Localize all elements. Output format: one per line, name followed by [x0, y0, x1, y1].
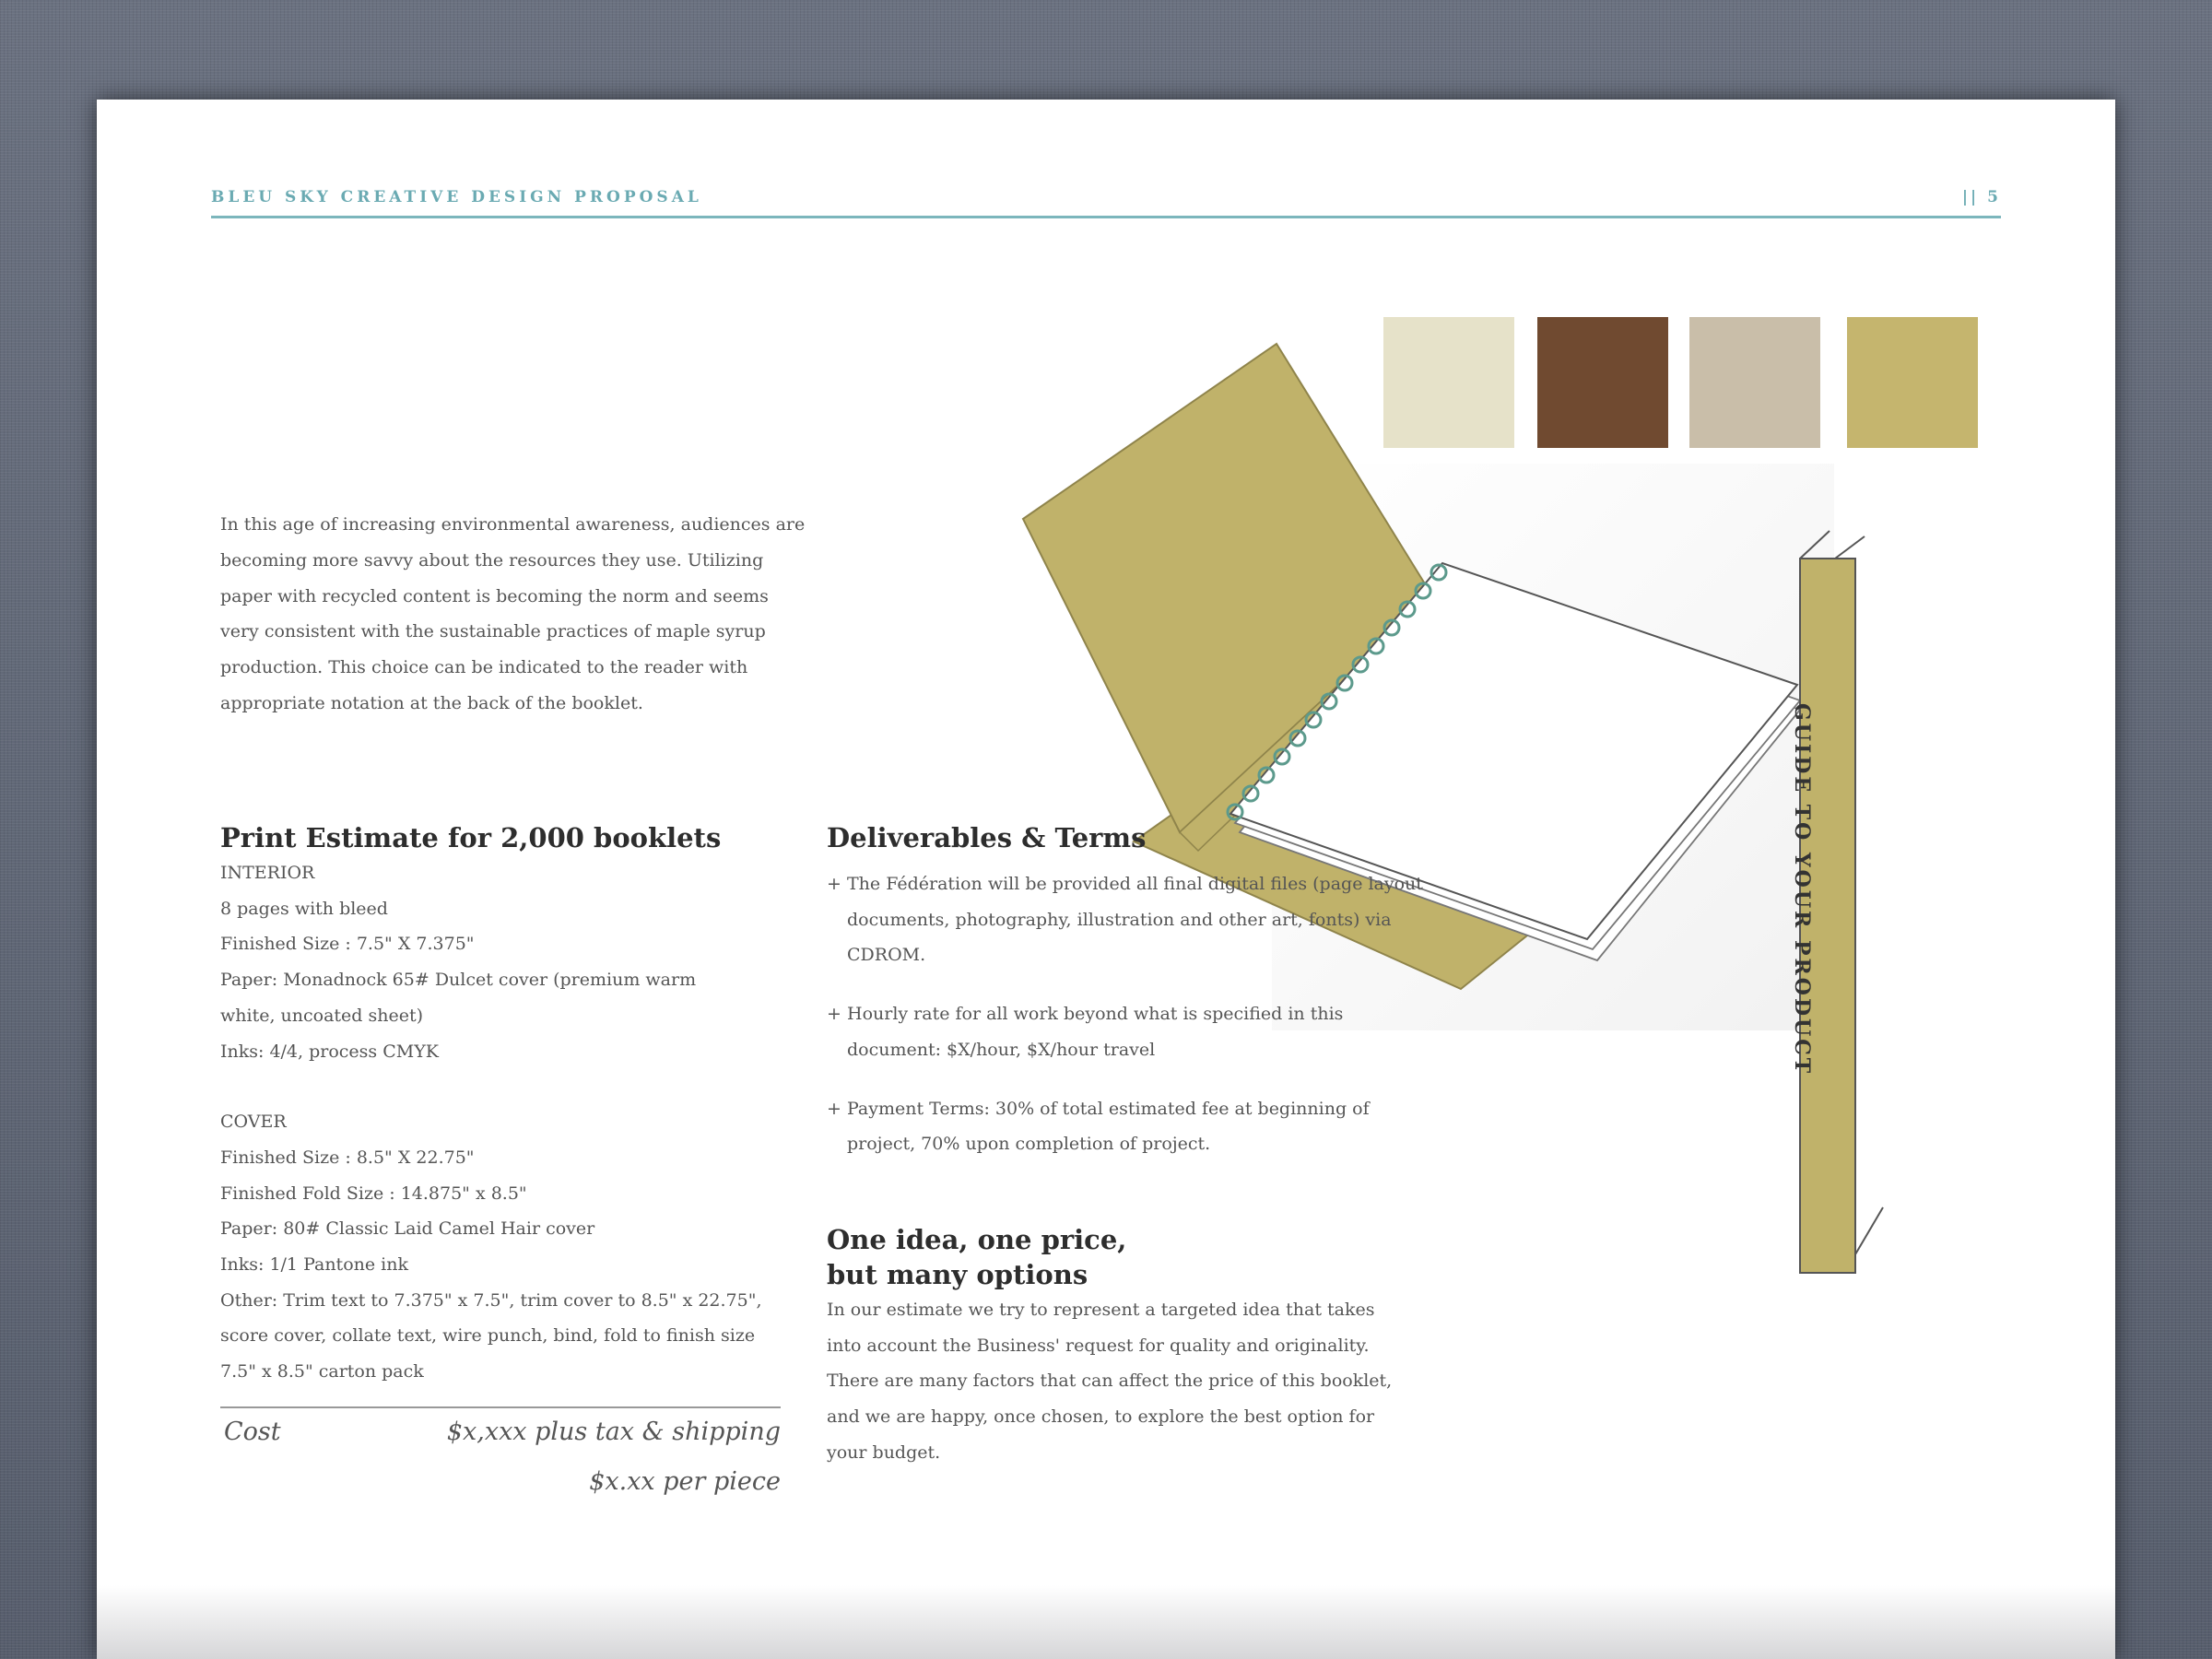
options-heading-line1: One idea, one price, — [827, 1224, 1127, 1255]
options-paragraph: In our estimate we try to represent a targeted idea that takes into account the Business' request for quality and originality. There are many factors that can affect the price of this booklet, and we are happy, once chosen, to explore the best option for your budget. — [827, 1300, 1393, 1463]
bullet-plus: + — [827, 874, 841, 894]
deliverable-text: The Fédération will be provided all final digital files (page layout documents, photography, illustration and other art, fonts) via CDROM. — [847, 874, 1423, 966]
options-heading-line2: but many options — [827, 1259, 1088, 1290]
interior-line: Finished Size : 7.5" X 7.375" — [220, 934, 475, 955]
cost-block — [220, 1406, 781, 1496]
page-bottom-shade — [97, 1585, 2115, 1659]
cover-line: Finished Size : 8.5" X 22.75" — [220, 1147, 475, 1168]
cover-line: Inks: 1/1 Pantone ink — [220, 1254, 408, 1276]
deliverables-section — [827, 820, 1426, 1185]
intro-paragraph: In this age of increasing environmental awareness, audiences are becoming more savvy about the resources they use. Utilizing paper with recycled content is becoming the norm and seems very consistent with the sustainable practices of maple syrup production. This choice can be indicated to the reader with appropriate notation at the back of the booklet. — [220, 514, 806, 713]
spine-label: GUIDE TO YOUR PRODUCT — [1790, 703, 1814, 1077]
page-header — [211, 188, 2001, 218]
cover-line: Paper: 80# Classic Laid Camel Hair cover — [220, 1218, 595, 1240]
cover-line: Other: Trim text to 7.375" x 7.5", trim cover to 8.5" x 22.75", score cover, collate text, wire punch, bind, fold to finish size 7.5" x 8.5" carton pack — [220, 1289, 762, 1382]
swatch-kraft — [1689, 317, 1820, 448]
cost-label: Cost — [224, 1418, 281, 1446]
interior-label: INTERIOR — [220, 863, 315, 883]
estimate-heading: Print Estimate for 2,000 booklets — [220, 822, 722, 853]
spine-edge-top-right — [1835, 536, 1865, 559]
swatch-cream — [1383, 317, 1514, 448]
cost-value: $x,xxx plus tax & shipping — [446, 1418, 781, 1446]
print-estimate-section — [220, 820, 884, 1390]
interior-line: 8 pages with bleed — [220, 898, 388, 919]
cost-per-piece: $x.xx per piece — [589, 1467, 781, 1496]
deliverable-item — [827, 996, 1426, 1067]
bullet-plus: + — [827, 1004, 841, 1025]
header-title: BLEU SKY CREATIVE DESIGN PROPOSAL — [211, 188, 702, 206]
proposal-page — [97, 100, 2115, 1659]
deliverable-item — [827, 1091, 1426, 1162]
spine-edge-bottom — [1855, 1207, 1883, 1254]
page-number: || 5 — [1961, 188, 2001, 206]
swatch-brown — [1537, 317, 1668, 448]
deliverable-item — [827, 866, 1426, 973]
deliverable-text: Hourly rate for all work beyond what is specified in this document: $X/hour, $X/hour travel — [847, 1004, 1344, 1060]
interior-line: Paper: Monadnock 65# Dulcet cover (premium warm white, uncoated sheet) — [220, 970, 697, 1026]
spine-edge-top-left — [1800, 531, 1830, 559]
bullet-plus: + — [827, 1098, 841, 1119]
interior-line: Inks: 4/4, process CMYK — [220, 1041, 439, 1062]
cover-label: COVER — [220, 1112, 287, 1133]
deliverables-heading: Deliverables & Terms — [827, 822, 1147, 853]
deliverable-text: Payment Terms: 30% of total estimated fee at beginning of project, 70% upon completion of project. — [847, 1098, 1370, 1155]
swatch-olive — [1847, 317, 1978, 448]
cover-line: Finished Fold Size : 14.875" x 8.5" — [220, 1182, 527, 1204]
options-section — [827, 1222, 1398, 1471]
